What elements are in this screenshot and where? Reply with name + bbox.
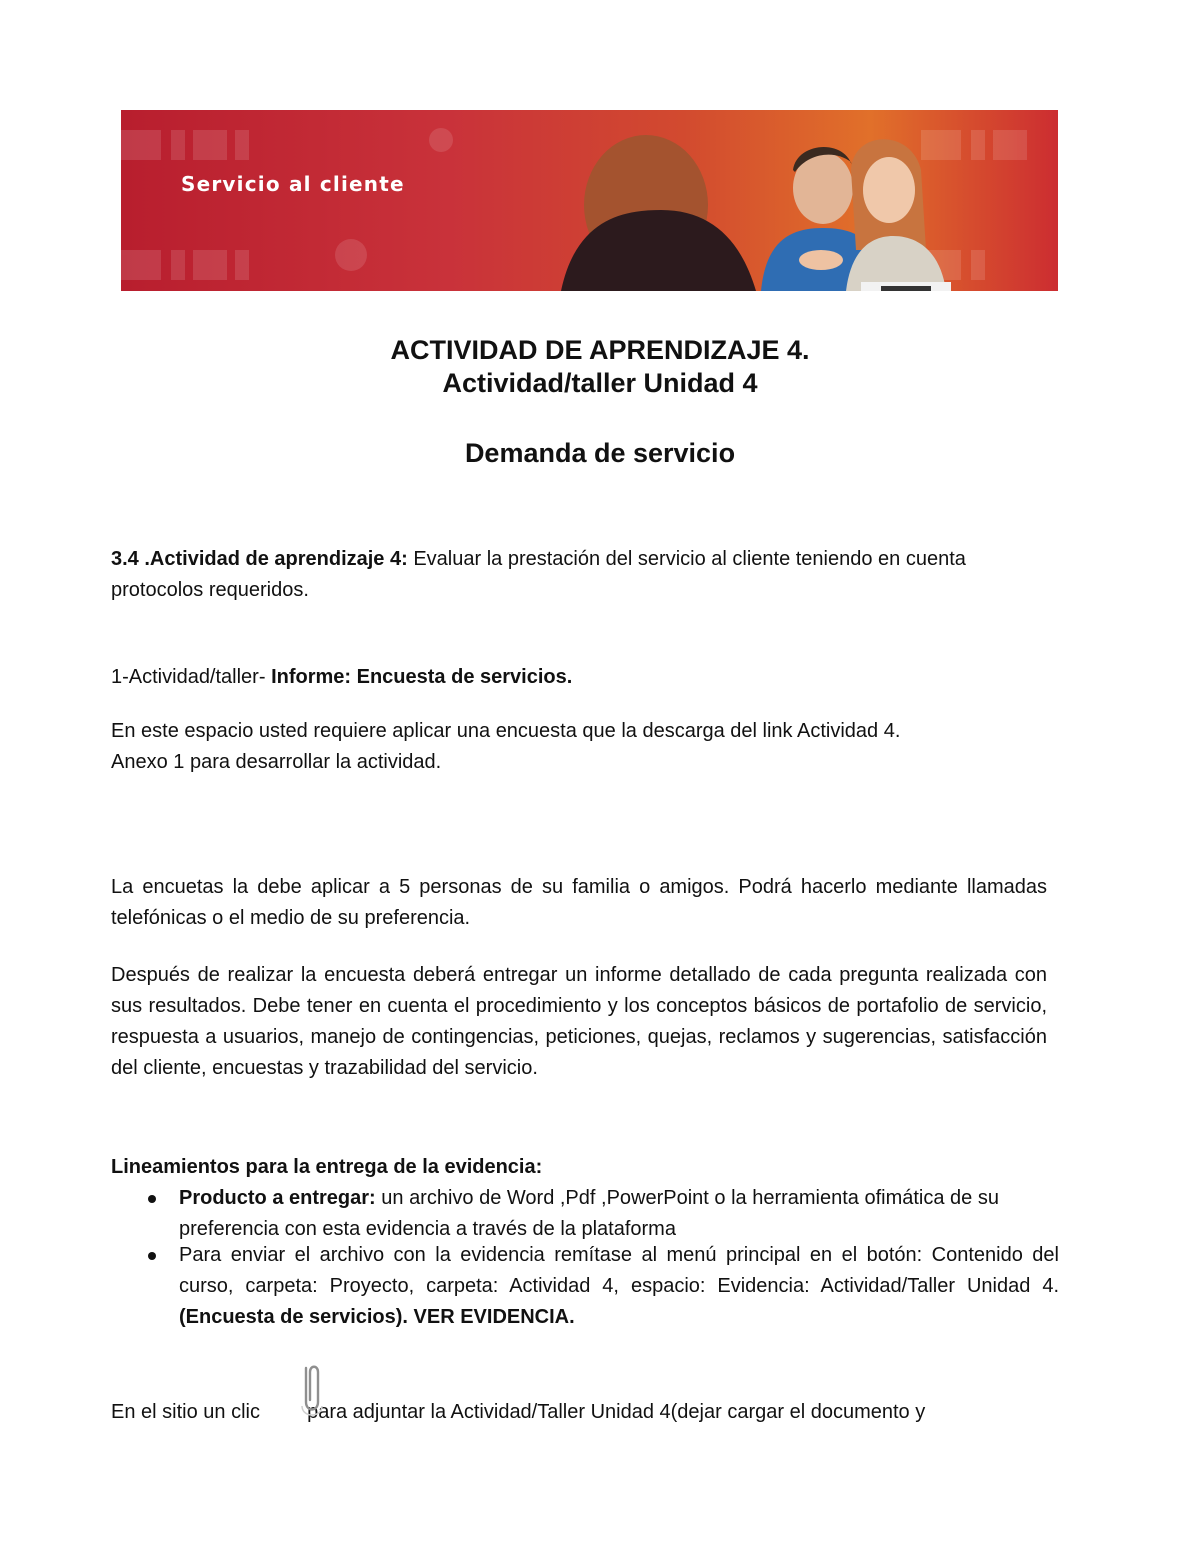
banner-title: Servicio al cliente (181, 172, 405, 196)
instructions-line-2: Anexo 1 para desarrollar la actividad. (111, 751, 442, 773)
product-text: un archivo de Word ,Pdf ,PowerPoint o la herramienta ofimática de su preferencia con esta evidencia a través de la plataforma (179, 1187, 999, 1240)
submit-bold: (Encuesta de servicios). VER EVIDENCIA. (179, 1306, 575, 1328)
instructions-paragraph (111, 716, 1047, 778)
activity-heading: ACTIVIDAD DE APRENDIZAJE 4. (390, 335, 810, 365)
workshop-heading: Actividad/taller Unidad 4 (442, 368, 758, 398)
intro-label: 3.4 .Actividad de aprendizaje 4: (111, 548, 408, 570)
footer-after-icon: para adjuntar la Actividad/Taller Unidad 4(dejar cargar el documento y (307, 1401, 926, 1423)
intro-paragraph (111, 544, 1047, 606)
task-line (111, 662, 1047, 693)
guidelines-title: Lineamientos para la entrega de la evidencia: (111, 1156, 543, 1178)
report-paragraph: Después de realizar la encuesta deberá entregar un informe detallado de cada pregunta realizada con sus resultados. Debe tener en cuenta el procedimiento y los conceptos básicos de portafolio de servicio, respuesta a usuarios, manejo de contingencias, peticiones, quejas, reclamos y sugerencias, satisfacción del cliente, encuestas y trazabilidad del servicio. (111, 964, 1047, 1079)
paperclip-icon[interactable] (297, 1362, 325, 1420)
footer-before-icon: En el sitio un clic (111, 1401, 260, 1423)
bullet-icon (148, 1195, 156, 1203)
product-label: Producto a entregar: (179, 1187, 376, 1209)
task-prefix: 1-Actividad/taller- (111, 666, 272, 688)
submit-text: Para enviar el archivo con la evidencia remítase al menú principal en el botón: Contenido del curso, carpeta: Proyecto, carpeta: Actividad 4, espacio: Evidencia: Actividad/Taller Unidad 4. (179, 1244, 1059, 1297)
bullet-icon (148, 1252, 156, 1260)
survey-paragraph: La encuetas la debe aplicar a 5 personas de su familia o amigos. Podrá hacerlo mediante llamadas telefónicas o el medio de su preferencia. (111, 876, 1047, 929)
task-title: Informe: Encuesta de servicios. (271, 666, 573, 688)
intro-text: Evaluar la prestación del servicio al cliente teniendo en cuenta protocolos requeridos. (111, 548, 966, 601)
banner-illustration (121, 110, 1058, 291)
page-subtitle: Demanda de servicio (464, 438, 736, 468)
instructions-line-1: En este espacio usted requiere aplicar una encuesta que la descarga del link Actividad 4. (111, 720, 901, 742)
header-banner (121, 110, 1058, 291)
footer-line (111, 1397, 1101, 1428)
